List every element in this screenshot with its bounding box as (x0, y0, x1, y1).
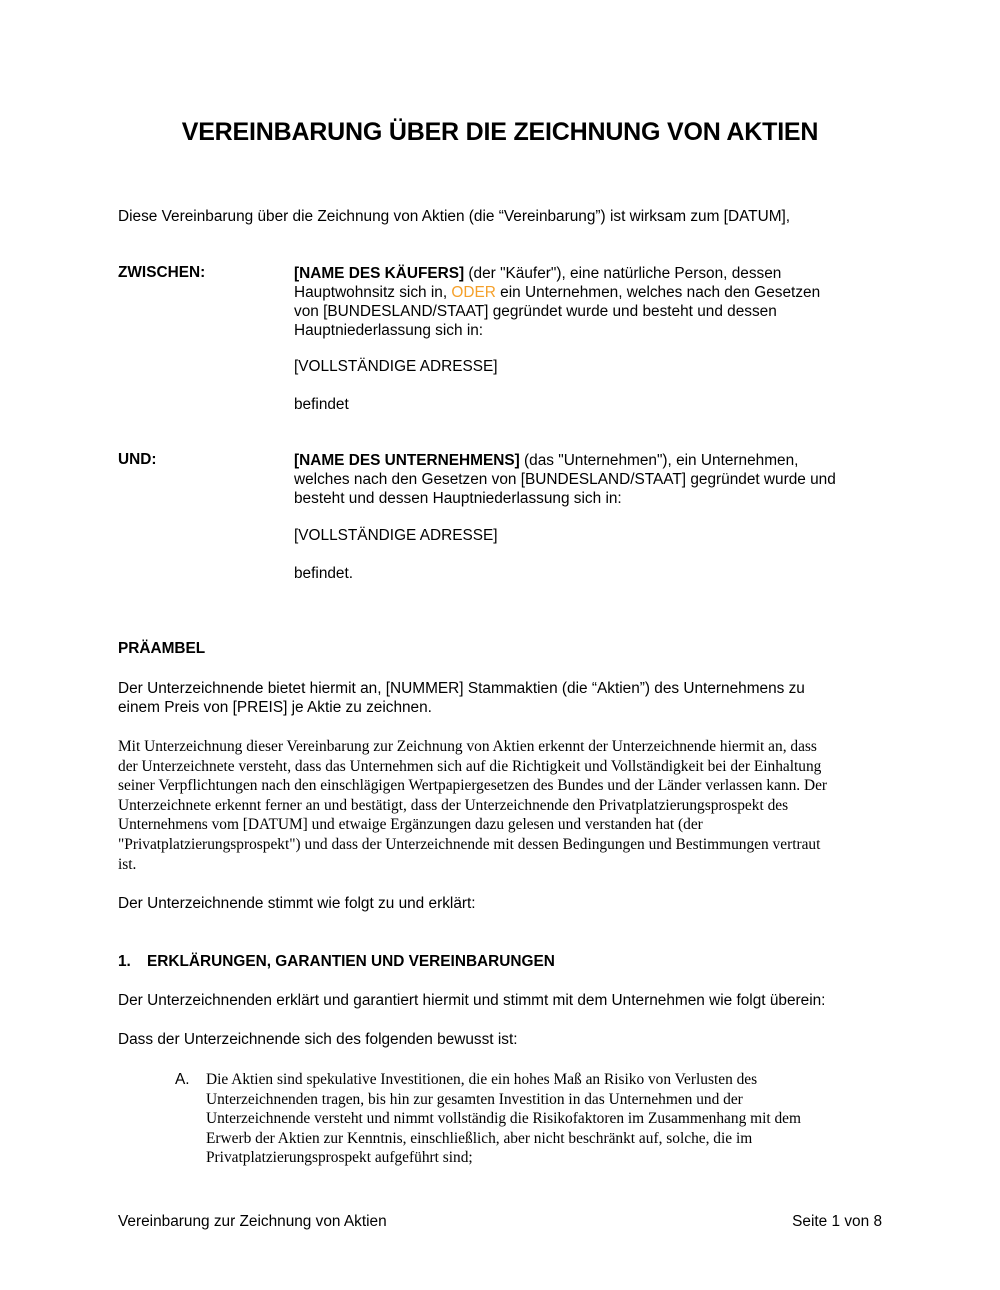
buyer-line-4: Hauptniederlassung sich in: (294, 322, 484, 339)
buyer-name: [NAME DES KÄUFERS] (294, 265, 465, 282)
buyer-closing: befindet (294, 396, 349, 413)
buyer-line-1-text: (der "Käufer"), eine natürliche Person, dessen (464, 265, 782, 282)
company-closing: befindet. (294, 565, 354, 582)
buyer-line-3: von [BUNDESLAND/STAAT] gegründet wurde und besteht und dessen (294, 303, 777, 320)
preamble-p2-line: Mit Unterzeichnung dieser Vereinbarung zur Zeichnung von Aktien erkennt der Unterzeichnende hiermit an, dass (118, 738, 817, 755)
buyer-line-2-pre: Hauptwohnsitz sich in, (294, 284, 452, 301)
preamble-paragraph-1 (118, 679, 888, 717)
preamble-p1-line-1: Der Unterzeichnende bietet hiermit an, [NUMMER] Stammaktien (die “Aktien”) des Unternehmens zu (118, 680, 805, 697)
company-name: [NAME DES UNTERNEHMENS] (294, 452, 520, 469)
list-item-marker-a: A. (175, 1071, 190, 1088)
preamble-paragraph-3: Der Unterzeichnende stimmt wie folgt zu und erklärt: (118, 895, 476, 912)
party-block-buyer (294, 264, 884, 340)
party-label-und: UND: (118, 451, 157, 468)
preamble-p2-line: der Unterzeichnete versteht, dass das Unternehmen sich auf die Richtigkeit und Vollständigkeit bei der Einhaltung (118, 757, 822, 775)
list-item-a-line: Unterzeichnende versteht und nimmt vollständig die Risikofaktoren im Zusammenhang mit dem (206, 1110, 801, 1128)
preamble-p2-line: Unternehmens vom [DATUM] und etwaige Ergänzungen dazu gelesen und verstanden hat (der (118, 816, 703, 834)
footer-document-name: Vereinbarung zur Zeichnung von Aktien (118, 1213, 387, 1230)
section-1-paragraph-1: Der Unterzeichnenden erklärt und garantiert hiermit und stimmt mit dem Unternehmen wie folgt überein: (118, 992, 826, 1009)
preamble-heading: PRÄAMBEL (118, 640, 206, 657)
section-1-number: 1. (118, 953, 131, 970)
list-item-a-line: Die Aktien sind spekulative Investitionen, die ein hohes Maß an Risiko von Verlusten des (206, 1071, 758, 1088)
company-line-2: welches nach den Gesetzen von [BUNDESLAND/STAAT] gegründet wurde und (294, 471, 836, 488)
buyer-line-2-post: ein Unternehmen, welches nach den Gesetzen (495, 284, 821, 301)
company-line-1-text: (das "Unternehmen"), ein Unternehmen, (519, 452, 799, 469)
list-item-a-line: Unterzeichnenden tragen, bis hin zur gesamten Investition in das Unternehmen und der (206, 1090, 743, 1108)
party-label-zwischen: ZWISCHEN: (118, 264, 206, 281)
preamble-p1-line-2: einem Preis von [PREIS] je Aktie zu zeichnen. (118, 699, 432, 716)
company-address: [VOLLSTÄNDIGE ADRESSE] (294, 527, 498, 544)
preamble-p2-line: "Privatplatzierungsprospekt") und dass der Unterzeichnende mit dessen Bedingungen und Bestimmungen vertraut (118, 835, 821, 853)
preamble-p2-line: Unterzeichnete erkennt ferner an und bestätigt, dass der Unterzeichnende den Privatplatzierungsprospekt des (118, 796, 789, 814)
buyer-address: [VOLLSTÄNDIGE ADRESSE] (294, 358, 498, 375)
party-block-company (294, 451, 884, 508)
preamble-p2-line: seiner Verpflichtungen nach den einschlägigen Wertpapiergesetzen des Bundes und der Länder verlassen kann. Der (118, 777, 828, 795)
company-line-3: besteht und dessen Hauptniederlassung sich in: (294, 490, 622, 507)
list-item-a-line: Privatplatzierungsprospekt aufgeführt sind; (206, 1149, 473, 1167)
company-line-1 (294, 451, 884, 470)
list-item-a-line: Erwerb der Aktien zur Kenntnis, einschließlich, aber nicht beschränkt auf, solche, die im (206, 1129, 753, 1147)
preamble-p2-line: ist. (118, 855, 137, 873)
intro-paragraph: Diese Vereinbarung über die Zeichnung von Aktien (die “Vereinbarung”) ist wirksam zum [DATUM], (118, 208, 791, 225)
section-1-heading: ERKLÄRUNGEN, GARANTIEN UND VEREINBARUNGEN (147, 953, 555, 970)
footer-page-number: Seite 1 von 8 (792, 1213, 882, 1230)
list-item-a (206, 1070, 896, 1168)
section-1-paragraph-2: Dass der Unterzeichnende sich des folgenden bewusst ist: (118, 1031, 518, 1048)
buyer-line-1 (294, 264, 884, 283)
oder-highlight: ODER (451, 284, 496, 301)
buyer-line-2 (294, 283, 884, 302)
preamble-paragraph-2 (118, 737, 898, 874)
document-title: VEREINBARUNG ÜBER DIE ZEICHNUNG VON AKTIEN (181, 118, 819, 146)
